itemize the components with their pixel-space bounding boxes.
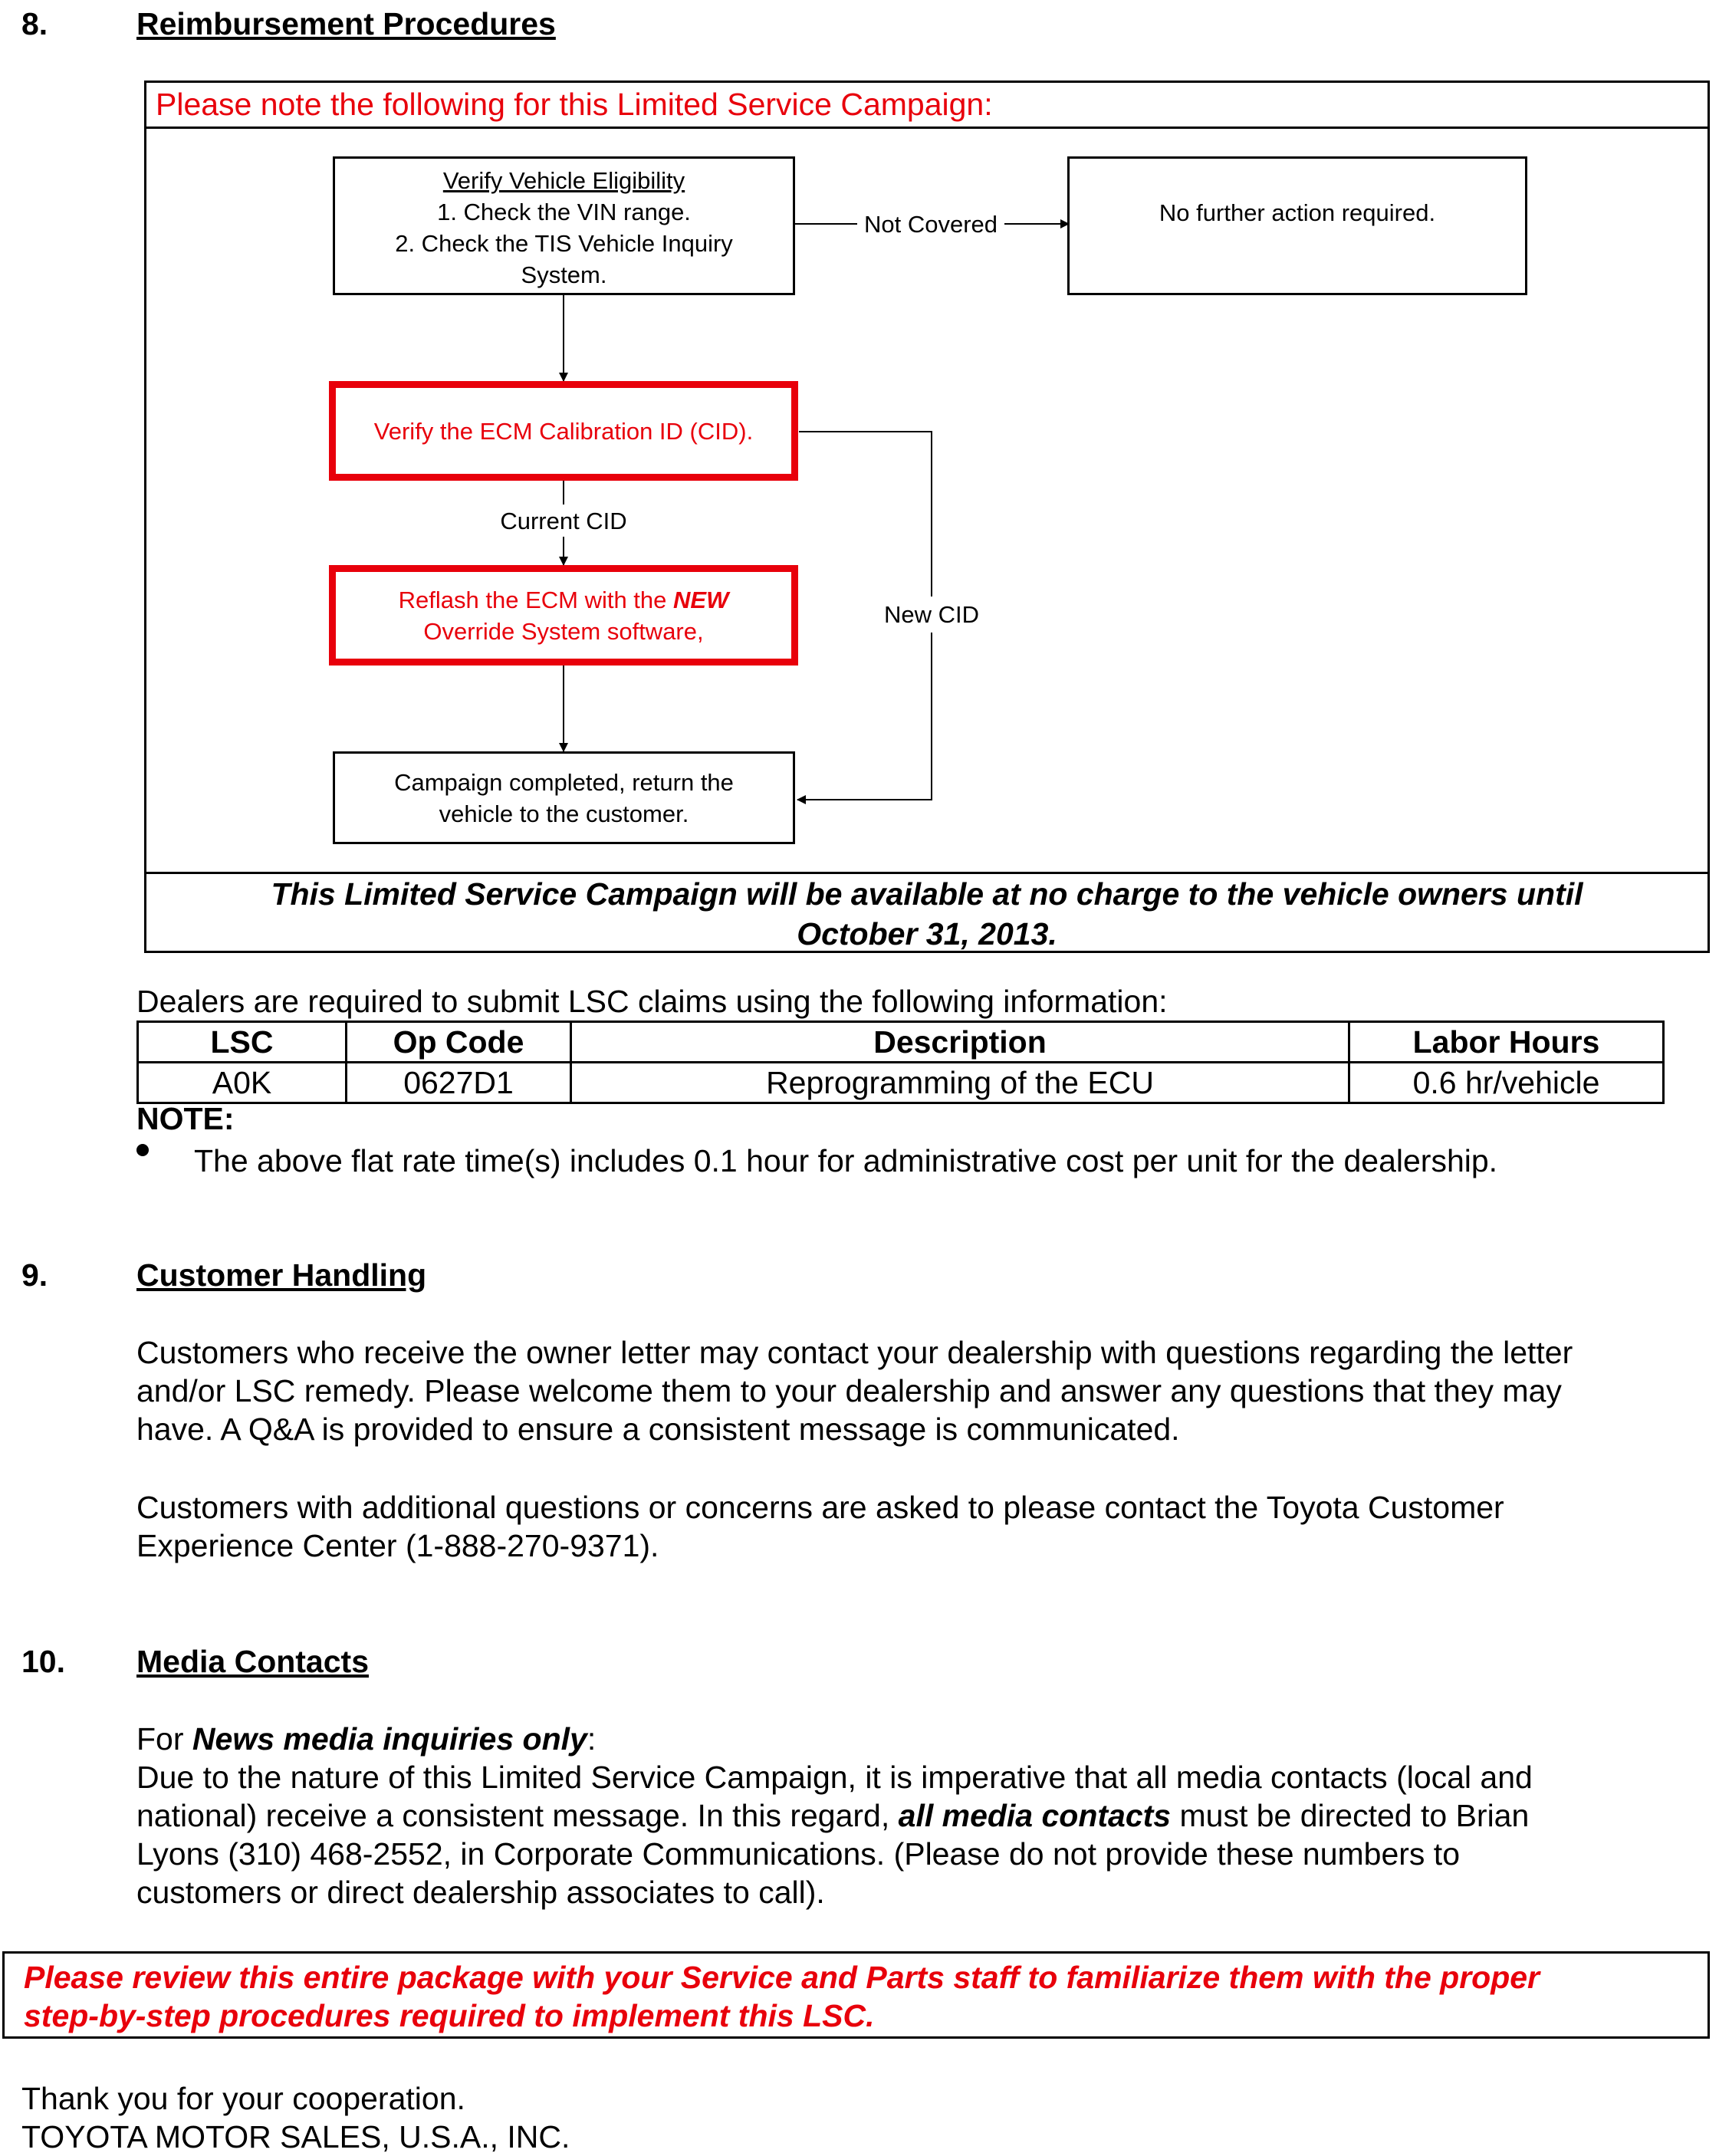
claims-header-cell: LSC: [138, 1022, 347, 1063]
eligibility-title: Verify Vehicle Eligibility: [442, 167, 685, 194]
claims-header-cell: Description: [571, 1022, 1349, 1063]
verify-cid-text: Verify the ECM Calibration ID (CID).: [373, 417, 754, 445]
flowchart-connectors: [0, 0, 1719, 951]
for-prefix: For: [136, 1721, 192, 1757]
paragraph-line: national) receive a consistent message. In this regard,: [136, 1798, 899, 1833]
closing-block: [21, 2079, 570, 2156]
claims-header-cell: Labor Hours: [1349, 1022, 1664, 1063]
no-action-text: No further action required.: [1159, 199, 1436, 226]
note-label: NOTE:: [136, 1101, 235, 1136]
review-notice-box: [2, 1951, 1710, 2039]
section-9-title: Customer Handling: [136, 1257, 427, 1293]
availability-line-2: October 31, 2013.: [797, 916, 1057, 951]
reflash-text-line-2: Override System software,: [423, 617, 704, 645]
claims-table-header-row: [138, 1022, 1664, 1063]
section-9-number: 9.: [21, 1257, 48, 1293]
review-notice-line-1: Please review this entire package with your Service and Parts staff to familiarize them with the proper: [24, 1960, 1540, 1995]
claims-cell-lsc: A0K: [138, 1063, 347, 1103]
reflash-ecm-box: [329, 565, 798, 666]
closing-company: TOYOTA MOTOR SALES, U.S.A., INC.: [21, 2119, 570, 2154]
paragraph-line: Customers with additional questions or concerns are asked to please contact the Toyota Customer: [136, 1490, 1504, 1525]
paragraph-line: Due to the nature of this Limited Service Campaign, it is imperative that all media contacts (local and: [136, 1760, 1533, 1795]
verify-cid-box: [329, 381, 798, 481]
note-bullet-text: The above flat rate time(s) includes 0.1 hour for administrative cost per unit for the dealership.: [194, 1143, 1498, 1178]
paragraph-line: customers or direct dealership associates to call).: [136, 1875, 825, 1910]
paragraph-line: Experience Center (1-888-270-9371).: [136, 1528, 659, 1563]
paragraph-line: must be directed to Brian: [1171, 1798, 1530, 1833]
customer-handling-paragraph-1: [136, 1333, 1573, 1448]
note-bullet-icon: [136, 1144, 149, 1156]
review-notice-line-2: step-by-step procedures required to implement this LSC.: [24, 1998, 875, 2033]
paragraph-line: and/or LSC remedy. Please welcome them to your dealership and answer any questions that they may: [136, 1373, 1562, 1408]
claims-table-row: [138, 1063, 1664, 1103]
section-10-number: 10.: [21, 1644, 65, 1679]
not-covered-label: Not Covered: [863, 211, 998, 238]
eligibility-step-1: 1. Check the VIN range.: [437, 199, 691, 225]
paragraph-line: Lyons (310) 468-2552, in Corporate Communications. (Please do not provide these numbers to: [136, 1836, 1461, 1872]
campaign-box-heading: Please note the following for this Limited Service Campaign:: [156, 87, 993, 122]
closing-thanks: Thank you for your cooperation.: [21, 2081, 465, 2116]
availability-statement: [144, 874, 1710, 954]
completed-text-line-2: vehicle to the customer.: [439, 800, 689, 827]
arrow-new-cid-to-completed: [797, 633, 932, 800]
section-8-title: Reimbursement Procedures: [136, 6, 556, 41]
current-cid-label: Current CID: [500, 508, 627, 534]
all-media-contacts-emphasis: all media contacts: [898, 1798, 1172, 1833]
claims-table: [136, 1020, 1665, 1104]
completed-text-line-1: Campaign completed, return the: [394, 768, 734, 796]
paragraph-line: Customers who receive the owner letter may contact your dealership with questions regarding the letter: [136, 1335, 1573, 1370]
media-contacts-paragraph: [136, 1720, 1533, 1911]
reflash-text-line-1: Reflash the ECM with the: [398, 586, 674, 613]
availability-line-1: This Limited Service Campaign will be available at no charge to the vehicle owners until: [271, 876, 1583, 912]
claims-cell-op-code: 0627D1: [347, 1063, 571, 1103]
claims-intro: Dealers are required to submit LSC claims using the following information:: [136, 984, 1168, 1019]
line-verify-to-new-cid-right: [799, 432, 932, 597]
claims-cell-labor-hours: 0.6 hr/vehicle: [1349, 1063, 1664, 1103]
campaign-completed-box: [333, 751, 795, 844]
news-media-emphasis: News media inquiries only: [192, 1721, 587, 1757]
paragraph-line: have. A Q&A is provided to ensure a consistent message is communicated.: [136, 1412, 1180, 1447]
verify-eligibility-box: [333, 156, 795, 295]
claims-cell-description: Reprogramming of the ECU: [571, 1063, 1349, 1103]
eligibility-step-2-line-1: 2. Check the TIS Vehicle Inquiry: [395, 230, 733, 257]
customer-handling-paragraph-2: [136, 1488, 1504, 1565]
claims-header-cell: Op Code: [347, 1022, 571, 1063]
no-action-box: [1067, 156, 1527, 295]
section-8-number: 8.: [21, 6, 48, 41]
reflash-new-emphasis: NEW: [673, 586, 729, 613]
for-suffix: :: [587, 1721, 597, 1757]
new-cid-label: New CID: [855, 599, 1008, 630]
section-10-title: Media Contacts: [136, 1644, 369, 1679]
eligibility-step-2-line-2: System.: [521, 261, 607, 288]
